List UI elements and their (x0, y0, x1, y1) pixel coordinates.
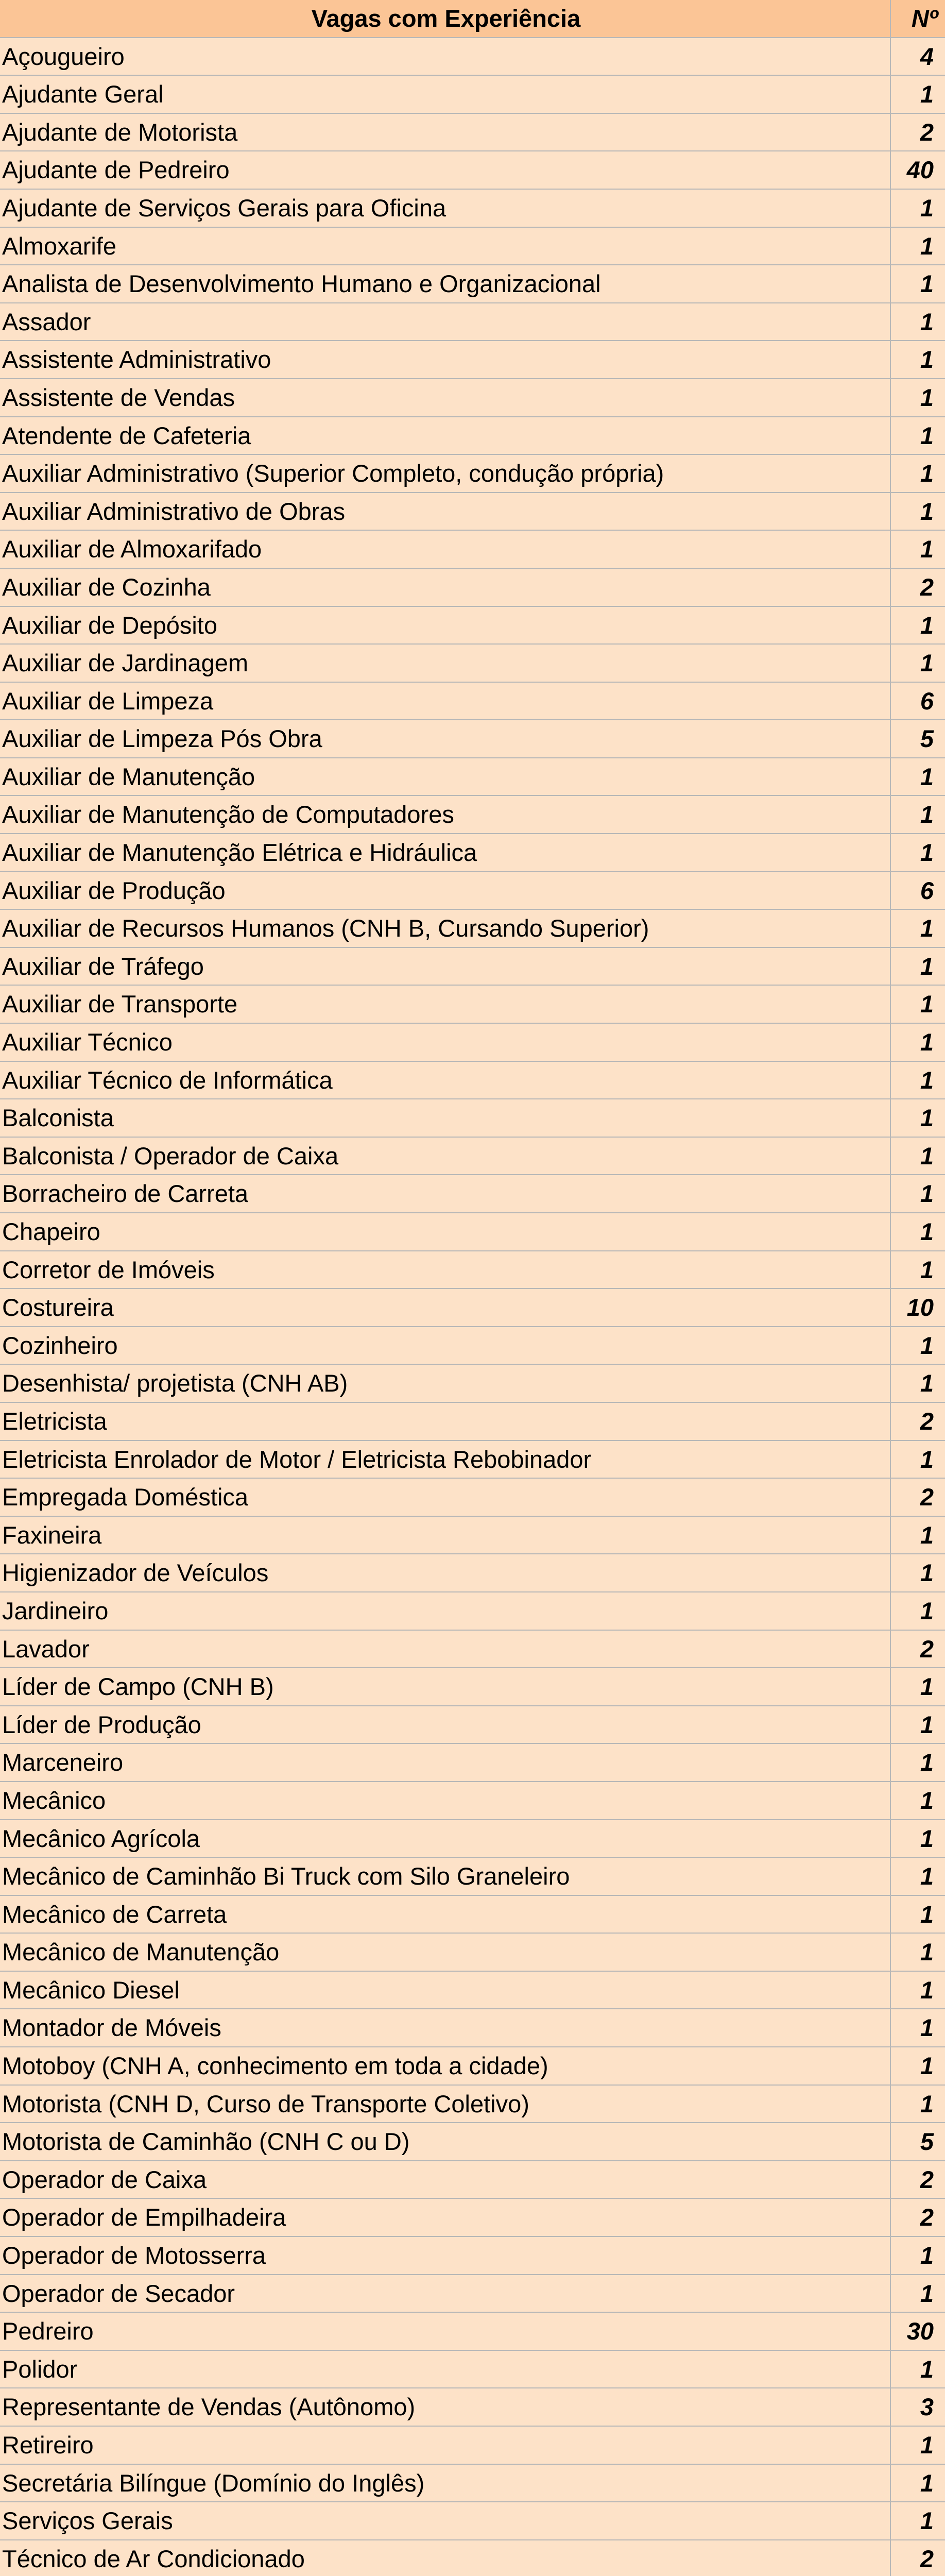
table-row (0, 1744, 945, 1782)
job-title: Eletricista (0, 1403, 891, 1440)
vacancy-count: 30 (906, 2317, 934, 2345)
job-title: Auxiliar de Manutenção de Computadores (0, 796, 891, 833)
job-title: Auxiliar de Recursos Humanos (CNH B, Cursando Superior) (0, 910, 891, 947)
table-row (0, 455, 945, 493)
table-row (0, 569, 945, 607)
table-row (0, 1441, 945, 1479)
vacancy-count: 1 (920, 1104, 934, 1132)
vacancy-count: 1 (920, 2469, 934, 2497)
job-title: Costureira (0, 1289, 891, 1326)
job-title: Auxiliar Técnico de Informática (0, 1062, 891, 1099)
job-title: Auxiliar de Almoxarifado (0, 531, 891, 568)
table-row (0, 872, 945, 910)
table-row (0, 1554, 945, 1592)
job-title: Auxiliar Técnico (0, 1024, 891, 1061)
table-row (0, 531, 945, 569)
vacancy-count: 1 (920, 839, 934, 867)
table-row (0, 341, 945, 379)
job-title: Ajudante de Pedreiro (0, 151, 891, 189)
vacancy-count: 1 (920, 2052, 934, 2080)
table-row (0, 1138, 945, 1176)
job-title: Auxiliar de Transporte (0, 986, 891, 1023)
job-title: Ajudante de Serviços Gerais para Oficina (0, 190, 891, 227)
vacancy-count: 1 (920, 2242, 934, 2269)
table-row (0, 1858, 945, 1896)
vacancy-count: 1 (920, 611, 934, 639)
table-row (0, 2237, 945, 2275)
vacancy-count: 2 (920, 1635, 934, 1663)
job-title: Ajudante de Motorista (0, 114, 891, 151)
vacancy-count: 1 (920, 1180, 934, 1208)
vacancy-count: 1 (920, 535, 934, 563)
job-title: Auxiliar de Jardinagem (0, 645, 891, 682)
vacancy-count: 1 (920, 497, 934, 525)
job-title: Retireiro (0, 2427, 891, 2464)
table-row (0, 2313, 945, 2351)
table-row (0, 1251, 945, 1290)
section-header-exp (0, 0, 945, 38)
job-title: Auxiliar de Tráfego (0, 948, 891, 985)
table-row (0, 2199, 945, 2237)
job-title: Polidor (0, 2351, 891, 2388)
vacancy-count: 1 (920, 1976, 934, 2004)
table-row (0, 2009, 945, 2047)
table-row (0, 2351, 945, 2389)
table-row (0, 2123, 945, 2161)
table-row (0, 986, 945, 1024)
table-row (0, 1175, 945, 1213)
vacancy-count: 1 (920, 1710, 934, 1738)
table-row (0, 1668, 945, 1706)
table-row (0, 2047, 945, 2086)
vacancy-count: 1 (920, 1331, 934, 1359)
table-row (0, 1896, 945, 1934)
vacancy-count: 1 (920, 1066, 934, 1094)
table-row (0, 379, 945, 417)
table-row (0, 683, 945, 721)
vacancy-count: 2 (920, 1483, 934, 1511)
job-title: Secretária Bilíngue (Domínio do Inglês) (0, 2465, 891, 2502)
vacancy-count: 1 (920, 346, 934, 374)
job-title: Auxiliar de Manutenção Elétrica e Hidráulica (0, 834, 891, 871)
job-title: Empregada Doméstica (0, 1479, 891, 1516)
vacancy-count: 1 (920, 308, 934, 335)
vacancy-count: 1 (920, 1218, 934, 1245)
table-row (0, 910, 945, 948)
table-row (0, 1820, 945, 1858)
vacancy-count: 1 (920, 2279, 934, 2307)
table-row (0, 1631, 945, 1669)
table-row (0, 417, 945, 455)
table-row (0, 2388, 945, 2427)
vacancy-count: 1 (920, 460, 934, 487)
table-row (0, 1782, 945, 1820)
table-row (0, 948, 945, 986)
table-row (0, 2540, 945, 2576)
table-row (0, 1289, 945, 1327)
vacancy-count: 40 (906, 156, 934, 184)
vacancy-count: 2 (920, 573, 934, 601)
vacancy-count: 5 (920, 2128, 934, 2156)
vacancy-count: 1 (920, 2431, 934, 2459)
table-row (0, 645, 945, 683)
table-row (0, 2086, 945, 2124)
job-title: Auxiliar de Depósito (0, 607, 891, 644)
vacancy-count: 1 (920, 2090, 934, 2117)
vacancy-count: 2 (920, 1407, 934, 1435)
job-title: Auxiliar de Limpeza (0, 683, 891, 720)
table-row (0, 2161, 945, 2199)
table-row (0, 1024, 945, 1062)
vacancy-count: 1 (920, 1938, 934, 1966)
vacancy-count: 5 (920, 725, 934, 753)
vacancy-count: 1 (920, 1824, 934, 1852)
job-title: Borracheiro de Carreta (0, 1175, 891, 1212)
vacancy-count: 1 (920, 762, 934, 790)
table-row (0, 720, 945, 758)
job-title: Auxiliar de Limpeza Pós Obra (0, 720, 891, 757)
job-title: Líder de Campo (CNH B) (0, 1668, 891, 1705)
vacancy-count: 10 (906, 1294, 934, 1321)
table-row (0, 303, 945, 342)
job-title: Assistente de Vendas (0, 379, 891, 416)
job-title: Auxiliar de Manutenção (0, 758, 891, 795)
job-title: Auxiliar Administrativo (Superior Completo, condução própria) (0, 455, 891, 492)
table-row (0, 2502, 945, 2540)
vacancy-count: 1 (920, 421, 934, 449)
table-row (0, 228, 945, 266)
table-row (0, 76, 945, 114)
table-row (0, 190, 945, 228)
vacancy-count: 1 (920, 914, 934, 942)
vacancy-count: 4 (920, 42, 934, 70)
vacancy-count: 1 (920, 383, 934, 411)
vacancy-count: 1 (920, 1900, 934, 1928)
table-row (0, 1213, 945, 1251)
table-row (0, 1934, 945, 1972)
vacancy-count: 2 (920, 2204, 934, 2231)
job-title: Montador de Móveis (0, 2009, 891, 2046)
job-title: Mecânico Agrícola (0, 1820, 891, 1857)
job-title: Operador de Caixa (0, 2161, 891, 2198)
table-row (0, 1479, 945, 1517)
job-title: Almoxarife (0, 228, 891, 265)
table-row (0, 265, 945, 303)
job-title: Mecânico (0, 1782, 891, 1819)
table-row (0, 38, 945, 76)
job-title: Motoboy (CNH A, conhecimento em toda a cidade) (0, 2047, 891, 2084)
job-title: Assador (0, 303, 891, 341)
vacancy-count: 2 (920, 118, 934, 146)
table-row (0, 1706, 945, 1744)
table-row (0, 493, 945, 531)
vacancy-count: 1 (920, 1786, 934, 1814)
table-row (0, 151, 945, 190)
table-row (0, 1517, 945, 1555)
vacancy-count: 1 (920, 2507, 934, 2535)
job-title: Serviços Gerais (0, 2502, 891, 2539)
vacancy-count: 1 (920, 270, 934, 298)
job-title: Higienizador de Veículos (0, 1554, 891, 1591)
vacancy-count: 1 (920, 801, 934, 828)
table-row (0, 1403, 945, 1441)
table-row (0, 2465, 945, 2503)
job-title: Analista de Desenvolvimento Humano e Organizacional (0, 265, 891, 302)
vacancy-count: 1 (920, 1445, 934, 1473)
job-title: Cozinheiro (0, 1327, 891, 1364)
job-title: Líder de Produção (0, 1706, 891, 1743)
vacancy-count: 1 (920, 1673, 934, 1701)
table-row (0, 2427, 945, 2465)
table-row (0, 1062, 945, 1100)
section-title: Vagas com Experiência (0, 0, 891, 37)
job-title: Mecânico de Caminhão Bi Truck com Silo Graneleiro (0, 1858, 891, 1895)
job-title: Lavador (0, 1631, 891, 1668)
job-title: Operador de Motosserra (0, 2237, 891, 2274)
count-column-header: Nº (911, 5, 938, 32)
job-title: Operador de Secador (0, 2275, 891, 2312)
vacancy-count: 1 (920, 1597, 934, 1624)
job-title: Mecânico de Manutenção (0, 1934, 891, 1971)
vacancy-count: 1 (920, 1521, 934, 1549)
job-title: Faxineira (0, 1517, 891, 1554)
vacancy-count: 1 (920, 1028, 934, 1056)
table-row (0, 114, 945, 152)
vacancy-count: 3 (920, 2393, 934, 2421)
job-title: Técnico de Ar Condicionado (0, 2540, 891, 2576)
vacancy-count: 1 (920, 1256, 934, 1283)
vacancy-count: 1 (920, 1142, 934, 1170)
vacancy-count: 1 (920, 1749, 934, 1776)
vacancy-count: 1 (920, 990, 934, 1018)
vacancy-count: 1 (920, 1862, 934, 1890)
job-title: Atendente de Cafeteria (0, 417, 891, 454)
job-title: Desenhista/ projetista (CNH AB) (0, 1365, 891, 1402)
vacancy-count: 1 (920, 1559, 934, 1587)
job-title: Jardineiro (0, 1592, 891, 1630)
vacancy-count: 2 (920, 2165, 934, 2193)
job-title: Pedreiro (0, 2313, 891, 2350)
job-title: Marceneiro (0, 1744, 891, 1781)
table-row (0, 607, 945, 645)
job-title: Ajudante Geral (0, 76, 891, 113)
vacancy-count: 1 (920, 80, 934, 108)
job-title: Motorista de Caminhão (CNH C ou D) (0, 2123, 891, 2160)
job-title: Operador de Empilhadeira (0, 2199, 891, 2236)
table-row (0, 758, 945, 796)
job-title: Balconista / Operador de Caixa (0, 1138, 891, 1175)
vacancy-count: 1 (920, 649, 934, 677)
table-row (0, 1972, 945, 2010)
vacancy-count: 1 (920, 952, 934, 980)
job-title: Mecânico de Carreta (0, 1896, 891, 1933)
vacancy-count: 1 (920, 232, 934, 260)
table-row (0, 2275, 945, 2313)
table-row (0, 796, 945, 834)
job-title: Auxiliar de Cozinha (0, 569, 891, 606)
job-title: Representante de Vendas (Autônomo) (0, 2388, 891, 2426)
job-title: Auxiliar de Produção (0, 872, 891, 909)
vacancy-count: 1 (920, 194, 934, 222)
table-row (0, 834, 945, 872)
job-title: Assistente Administrativo (0, 341, 891, 378)
vacancy-count: 1 (920, 2355, 934, 2383)
job-title: Auxiliar Administrativo de Obras (0, 493, 891, 530)
vacancy-count: 6 (920, 876, 934, 904)
job-title: Eletricista Enrolador de Motor / Eletricista Rebobinador (0, 1441, 891, 1478)
table-row (0, 1592, 945, 1631)
job-title: Balconista (0, 1099, 891, 1137)
vacancy-count: 2 (920, 2545, 934, 2572)
table-row (0, 1327, 945, 1365)
job-title: Corretor de Imóveis (0, 1251, 891, 1289)
vacancy-count: 6 (920, 687, 934, 715)
vacancy-count: 1 (920, 1369, 934, 1397)
job-title: Motorista (CNH D, Curso de Transporte Coletivo) (0, 2086, 891, 2123)
table-row (0, 1099, 945, 1138)
vacancy-count: 1 (920, 2014, 934, 2042)
job-title: Mecânico Diesel (0, 1972, 891, 2009)
table-row (0, 1365, 945, 1403)
job-title: Açougueiro (0, 38, 891, 75)
job-title: Chapeiro (0, 1213, 891, 1250)
